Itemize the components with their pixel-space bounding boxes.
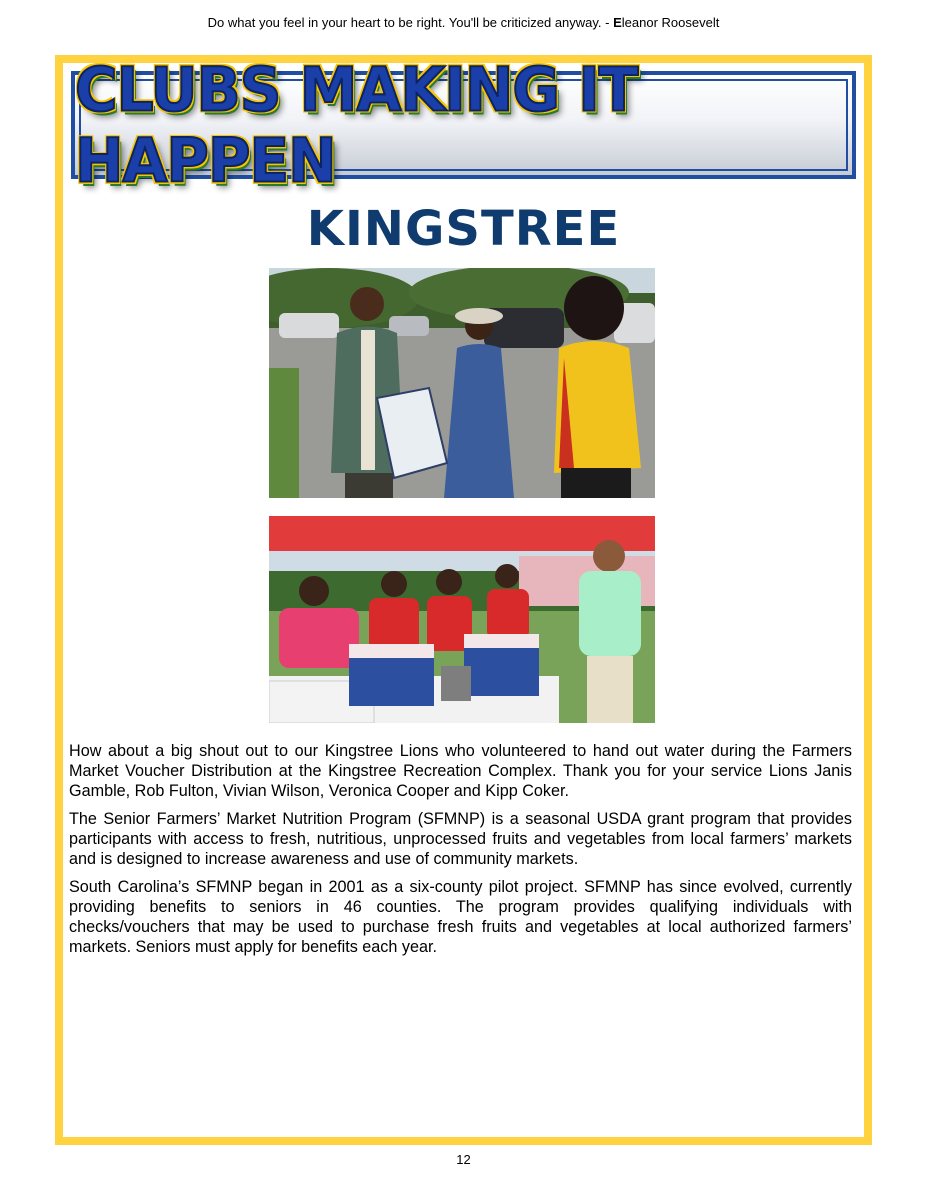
banner: [71, 53, 856, 197]
page-frame: [55, 55, 872, 1145]
page-number: 12: [456, 1152, 471, 1167]
photo-water-table-image: [269, 516, 655, 723]
quote-text: Do what you feel in your heart to be right. You'll be criticized anyway. -: [207, 15, 614, 30]
quote-author-initial: E: [613, 15, 622, 30]
photo-handout-image: [269, 268, 655, 498]
photo-handout: [269, 268, 655, 498]
page-quote: [0, 15, 927, 30]
banner-title: CLUBS MAKING IT HAPPEN: [75, 53, 638, 197]
club-heading: KINGSTREE: [306, 201, 621, 257]
quote-author-rest: leanor Roosevelt: [621, 15, 720, 30]
paragraph-sfmnp-description: The Senior Farmers’ Market Nutrition Program (SFMNP) is a seasonal USDA grant program that provides participants with access to fresh, nutritious, unprocessed fruits and vegetables from local farmers’ markets and is designed to increase awareness and use of community markets.: [69, 810, 852, 868]
paragraph-sc-sfmnp: South Carolina’s SFMNP began in 2001 as a six-county pilot project. SFMNP has since evolved, currently providing benefits to seniors in 46 counties. The program provides qualifying individuals with checks/vouchers that may be used to purchase fresh fruits and vegetables at local authorized farmers’ markets. Seniors must apply for benefits each year.: [69, 878, 852, 956]
article-body: [69, 741, 852, 965]
photo-water-table: [269, 516, 655, 723]
paragraph-shout-out: How about a big shout out to our Kingstree Lions who volunteered to hand out water during the Farmers Market Voucher Distribution at the Kingstree Recreation Complex. Thank you for your service Lions Janis Gamble, Rob Fulton, Vivian Wilson, Veronica Cooper and Kipp Coker.: [69, 742, 852, 800]
